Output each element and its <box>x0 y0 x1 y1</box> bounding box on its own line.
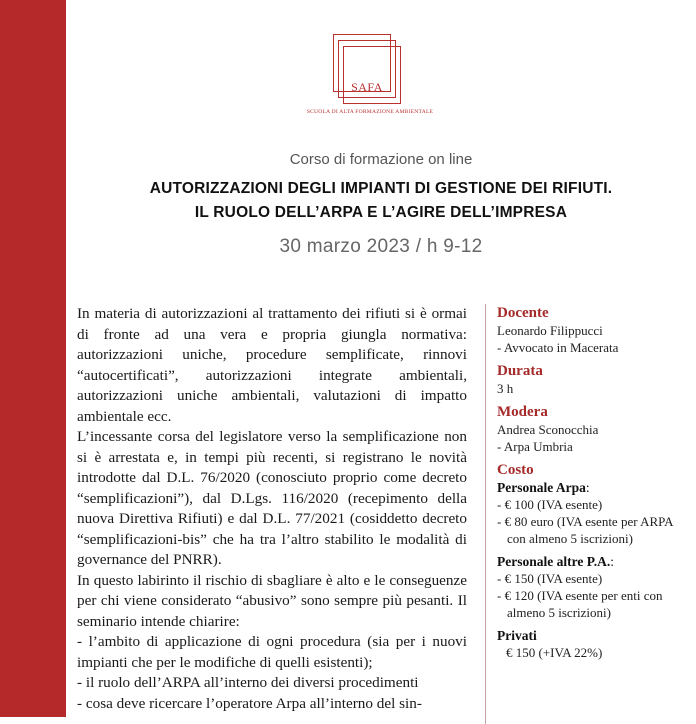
pa-price-item: - € 120 (IVA esente per enti con almeno 5 iscrizioni) <box>497 588 663 620</box>
pa-price-item: - € 150 (IVA esente) <box>497 571 603 586</box>
logo-name: SAFA <box>351 80 383 94</box>
durata-heading: Durata <box>497 363 543 379</box>
bullet-item: - cosa deve ricercare l’operatore Arpa all’interno del sin- <box>77 694 422 712</box>
course-subtitle: Corso di formazione on line <box>289 151 473 168</box>
paragraph-3: In questo labirinto il rischio di sbagliare è alto e le conseguenze per chi viene considerato “abusivo” sono sempre più pesanti. Il seminario intende chiarire: <box>77 571 467 630</box>
course-title-line1: AUTORIZZAZIONI DEGLI IMPIANTI DI GESTIONE DEI RIFIUTI. <box>149 180 613 197</box>
column-divider <box>485 304 486 724</box>
logo-subtitle: SCUOLA DI ALTA FORMAZIONE AMBIENTALE <box>306 109 434 115</box>
arpa-price-item: - € 100 (IVA esente) <box>497 497 603 512</box>
course-date: 30 marzo 2023 / h 9-12 <box>279 236 483 257</box>
costo-heading: Costo <box>497 462 534 478</box>
info-sidebar <box>497 304 692 667</box>
bullet-item: - il ruolo dell’ARPA all’interno dei diversi procedimenti <box>77 674 419 691</box>
modera-name: Andrea Sconocchia <box>497 422 599 437</box>
pa-price-label: Personale altre P.A.: <box>497 554 614 569</box>
bullet-item: - l’ambito di applicazione di ogni procedura (sia per i nuovi impianti che per le modifiche di quelli esistenti); <box>77 633 467 671</box>
privati-price-label: Privati <box>497 628 537 643</box>
arpa-price-label: Personale Arpa: <box>497 480 590 495</box>
arpa-price-item: - € 80 euro (IVA esente per ARPA con almeno 5 iscrizioni) <box>497 514 673 546</box>
privati-price-value: € 150 (+IVA 22%) <box>506 645 603 660</box>
docente-heading: Docente <box>497 305 549 321</box>
docente-role: - Avvocato in Macerata <box>497 340 619 355</box>
durata-value: 3 h <box>497 381 514 396</box>
paragraph-2: L’incessante corsa del legislatore verso la semplificazione non si è arrestata e, in tempi più recenti, si registrano le novità introdotte dal D.L. 76/2020 (conosciuto proprio come decreto “semplificazioni”), dal D.Lgs. 116/2020 (recepimento della nuova Direttiva Rifiuti) e dal D.L. 77/2021 (cosiddetto decreto “semplificazioni-bis” che ha tra l’altro stabilito le modalità di governance del PNRR). <box>77 428 467 568</box>
modera-org: - Arpa Umbria <box>497 439 573 454</box>
docente-name: Leonardo Filippucci <box>497 323 603 338</box>
course-title-line2: IL RUOLO DELL’ARPA E L’AGIRE DELL’IMPRESA <box>194 204 568 221</box>
paragraph-1: In materia di autorizzazioni al trattamento dei rifiuti si è ormai di fronte ad una vera e propria giungla normativa: autorizzazioni uniche, procedure semplificate, rinnovi “autocertificati”, autorizzazioni integrate ambientali, autorizzazioni uniche ambientali, valutazioni di impatto ambientale ecc. <box>77 305 467 425</box>
left-accent-bar <box>0 0 66 717</box>
main-text <box>77 304 467 714</box>
modera-heading: Modera <box>497 404 548 420</box>
